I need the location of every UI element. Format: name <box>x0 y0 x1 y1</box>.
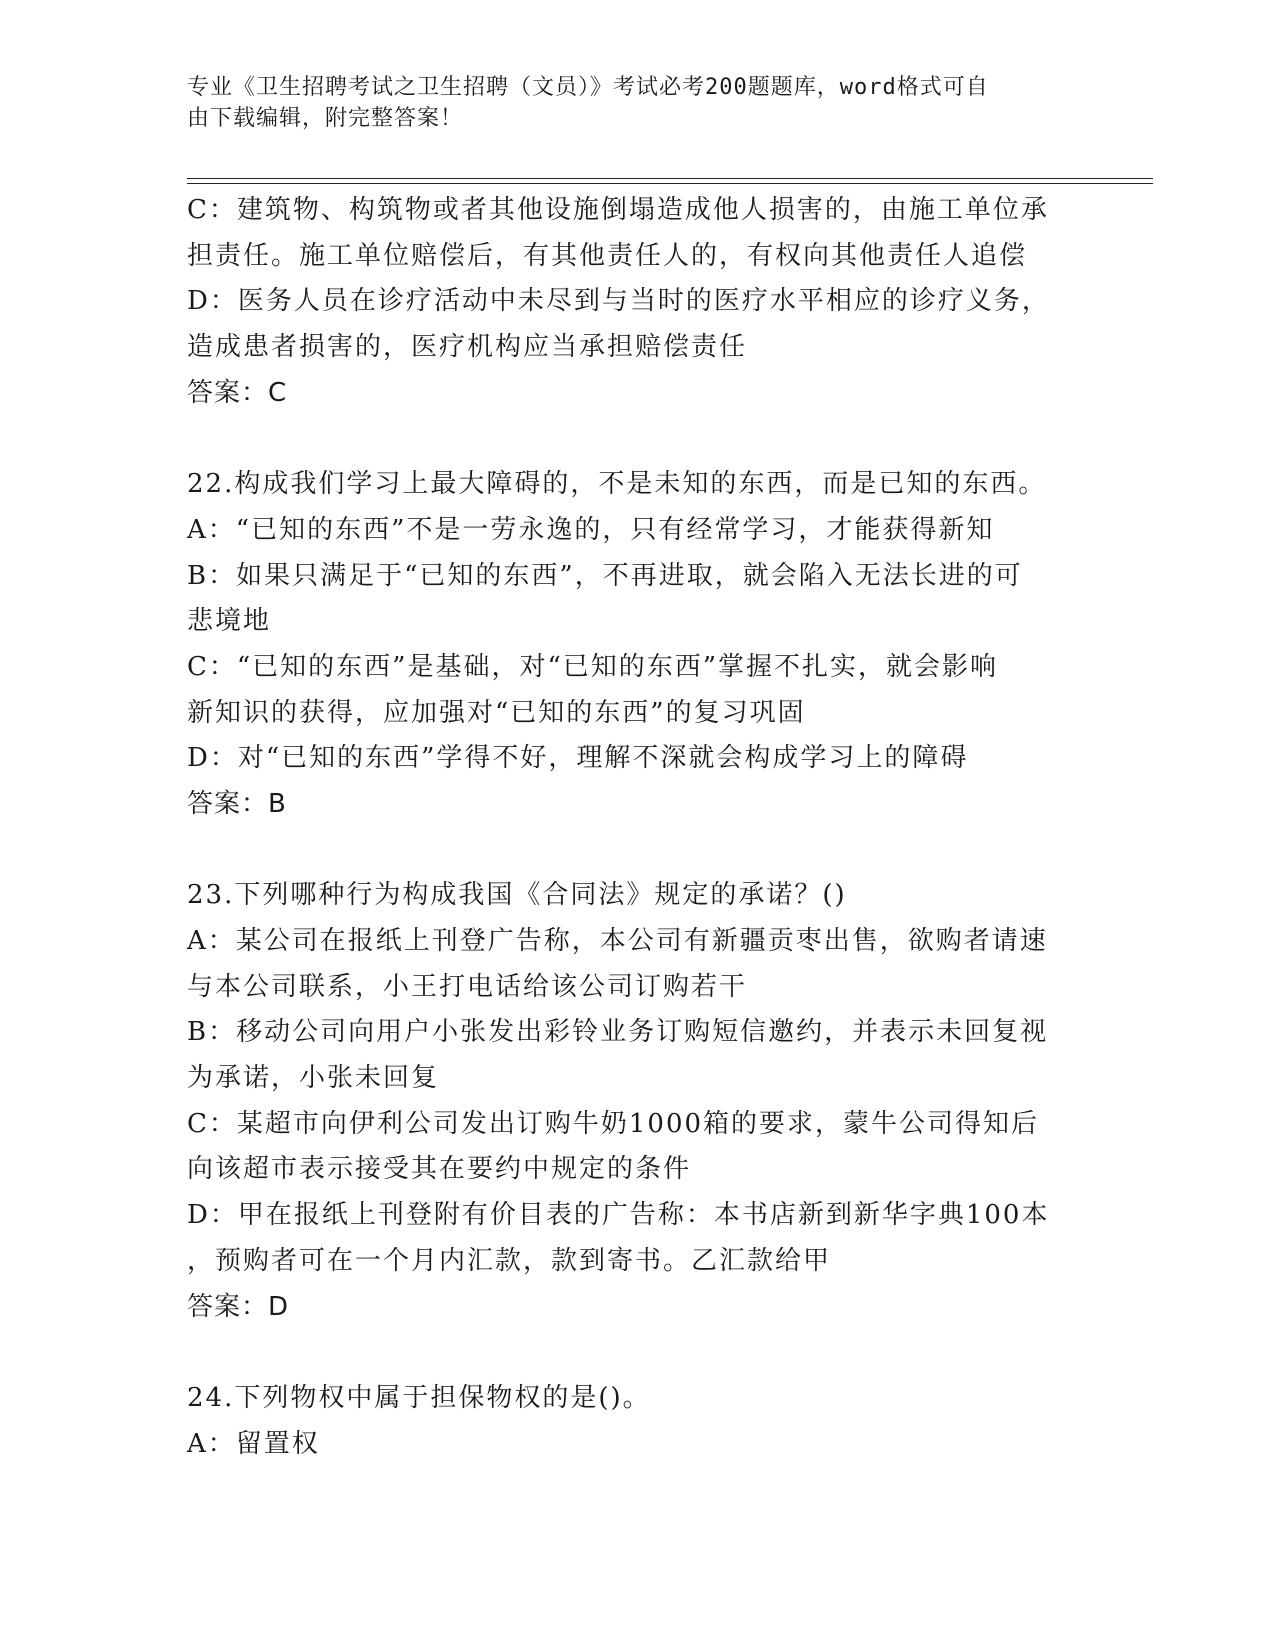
question-23-text: 23.下列哪种行为构成我国《合同法》规定的承诺？() <box>187 880 847 911</box>
question-24-text: 24.下列物权中属于担保物权的是()。 <box>187 1382 651 1413</box>
option-a-line-1: A：留置权 <box>187 1428 320 1459</box>
option-c-line-2: 担责任。施工单位赔偿后，有其他责任人的，有权向其他责任人追偿 <box>187 240 1028 271</box>
option-b-line-2: 为承诺，小张未回复 <box>187 1063 440 1094</box>
question-24-block <box>187 1376 1087 1467</box>
option-a-line-1: A：“已知的东西”不是一劳永逸的，只有经常学习，才能获得新知 <box>187 514 995 545</box>
option-d-line-1: D：甲在报纸上刊登附有价目表的广告称：本书店新到新华字典100本 <box>187 1200 1050 1231</box>
spacer <box>187 416 1087 462</box>
option-b-line-2: 悲境地 <box>187 606 272 637</box>
question-23-block <box>187 873 1087 1330</box>
question-21-block <box>187 188 1087 416</box>
spacer <box>187 828 1087 874</box>
header-line-1: 专业《卫生招聘考试之卫生招聘（文员）》考试必考200题题库，word格式可自 <box>187 75 989 100</box>
option-b-line-1: B：如果只满足于“已知的东西”，不再进取，就会陷入无法长进的可 <box>187 560 1023 591</box>
spacer <box>187 1330 1087 1376</box>
answer-22: 答案：B <box>187 788 287 819</box>
header-divider-top <box>187 178 1153 179</box>
document-header <box>187 72 1067 134</box>
option-c-line-1: C：建筑物、构筑物或者其他设施倒塌造成他人损害的，由施工单位承 <box>187 195 1049 225</box>
question-content <box>187 188 1087 1467</box>
option-d-line-2: 造成患者损害的，医疗机构应当承担赔偿责任 <box>187 332 748 363</box>
question-22-text: 22.构成我们学习上最大障碍的，不是未知的东西，而是已知的东西。 <box>187 469 1047 500</box>
option-c-line-1: C：“已知的东西”是基础，对“已知的东西”掌握不扎实，就会影响 <box>187 651 999 682</box>
question-22-block <box>187 462 1087 828</box>
option-d-line-1: D：医务人员在诊疗活动中未尽到与当时的医疗水平相应的诊疗义务， <box>187 286 1050 317</box>
answer-21: 答案：C <box>187 377 288 408</box>
option-b-line-1: B：移动公司向用户小张发出彩铃业务订购短信邀约，并表示未回复视 <box>187 1017 1049 1048</box>
option-a-line-1: A：某公司在报纸上刊登广告称，本公司有新疆贡枣出售，欲购者请速 <box>187 926 1048 956</box>
header-divider-bottom <box>187 183 1153 184</box>
answer-23: 答案：D <box>187 1291 290 1322</box>
option-d-line-2: ，预购者可在一个月内汇款，款到寄书。乙汇款给甲 <box>187 1245 832 1276</box>
option-c-line-1: C：某超市向伊利公司发出订购牛奶1000箱的要求，蒙牛公司得知后 <box>187 1108 1040 1139</box>
option-d-line-1: D：对“已知的东西”学得不好，理解不深就会构成学习上的障碍 <box>187 743 969 774</box>
option-a-line-2: 与本公司联系，小王打电话给该公司订购若干 <box>187 971 748 1002</box>
header-line-2: 由下载编辑，附完整答案！ <box>187 106 464 131</box>
option-c-line-2: 向该超市表示接受其在要约中规定的条件 <box>187 1154 692 1185</box>
option-c-line-2: 新知识的获得，应加强对“已知的东西”的复习巩固 <box>187 697 806 728</box>
